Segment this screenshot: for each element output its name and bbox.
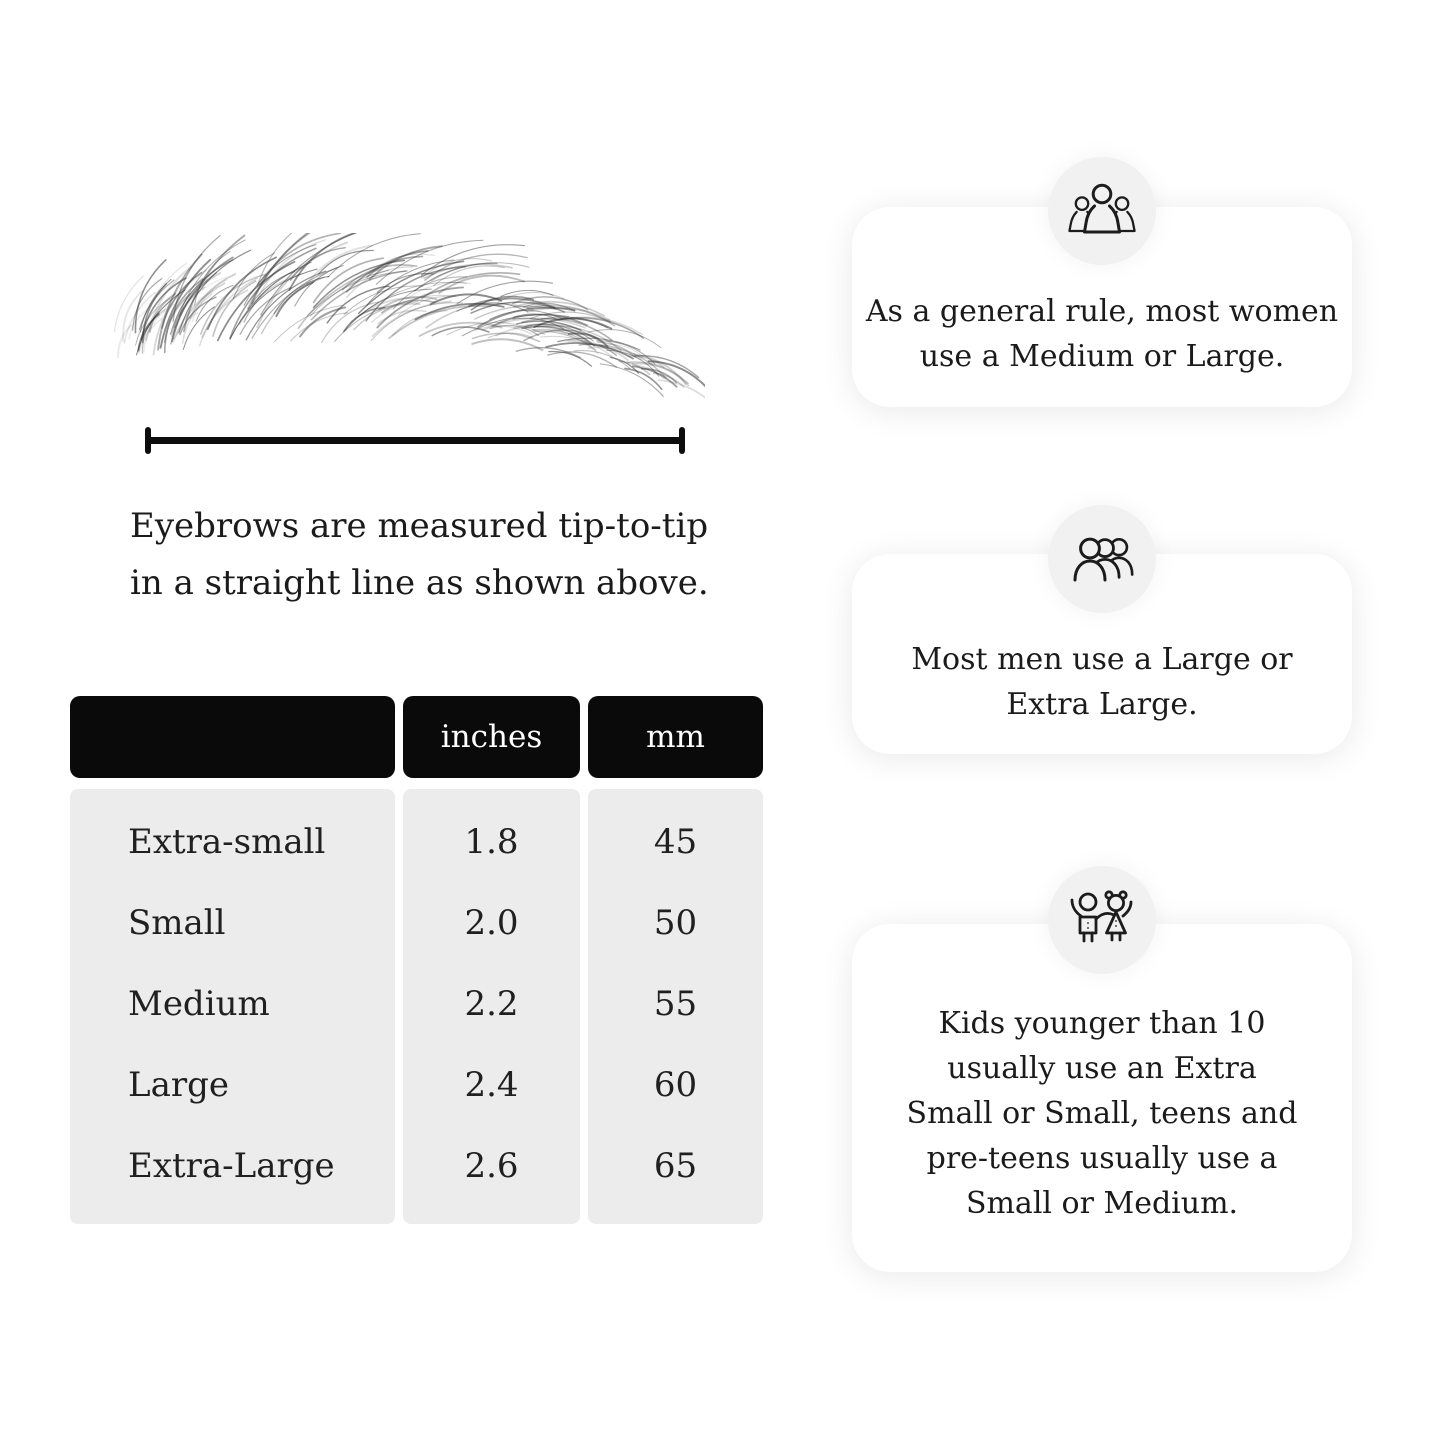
kids-icon [1048, 866, 1156, 974]
card-text-line: As a general rule, most women [865, 294, 1339, 329]
mm-column [588, 789, 763, 1224]
mm-value: 50 [653, 902, 698, 943]
header-size-cell [70, 696, 395, 778]
info-card-kids [852, 924, 1352, 1272]
header-inches-cell: inches [403, 696, 580, 778]
mm-value: 45 [653, 821, 698, 862]
mm-value: 65 [653, 1145, 698, 1186]
header-mm-cell: mm [588, 696, 763, 778]
inches-value: 1.8 [464, 821, 519, 862]
size-label: Large [128, 1064, 229, 1105]
inches-value: 2.4 [464, 1064, 519, 1105]
size-table [70, 696, 763, 1224]
card-text-line: Extra Large. [1006, 687, 1198, 722]
women-group-icon [1048, 157, 1156, 265]
card-text-line: Most men use a Large or [911, 642, 1293, 677]
measurement-line [145, 427, 685, 454]
eyebrow-illustration [105, 233, 705, 423]
size-name-column [70, 789, 395, 1224]
inches-value: 2.0 [464, 902, 519, 943]
mm-value: 60 [653, 1064, 698, 1105]
size-label: Extra-Large [128, 1145, 335, 1186]
card-text-line: Kids younger than 10 [938, 1006, 1266, 1041]
men-group-icon [1048, 505, 1156, 613]
card-text-line: usually use an Extra [947, 1051, 1257, 1086]
card-text-line: use a Medium or Large. [919, 339, 1285, 374]
size-table-header [70, 696, 763, 778]
inches-value: 2.2 [464, 983, 519, 1024]
card-text-line: Small or Small, teens and [906, 1096, 1298, 1131]
size-label: Small [128, 902, 226, 943]
mm-value: 55 [653, 983, 698, 1024]
size-table-body [70, 789, 763, 1224]
caption-line-1: Eyebrows are measured tip-to-tip [130, 506, 709, 546]
size-label: Medium [128, 983, 270, 1024]
caption-line-2: in a straight line as shown above. [130, 563, 709, 603]
card-text-line: Small or Medium. [965, 1186, 1239, 1221]
inches-column [403, 789, 580, 1224]
card-text-line: pre-teens usually use a [926, 1141, 1278, 1176]
measure-tick-right [679, 427, 685, 454]
size-label: Extra-small [128, 821, 326, 862]
figure-caption [130, 498, 750, 612]
measure-bar [151, 437, 679, 444]
inches-value: 2.6 [464, 1145, 519, 1186]
